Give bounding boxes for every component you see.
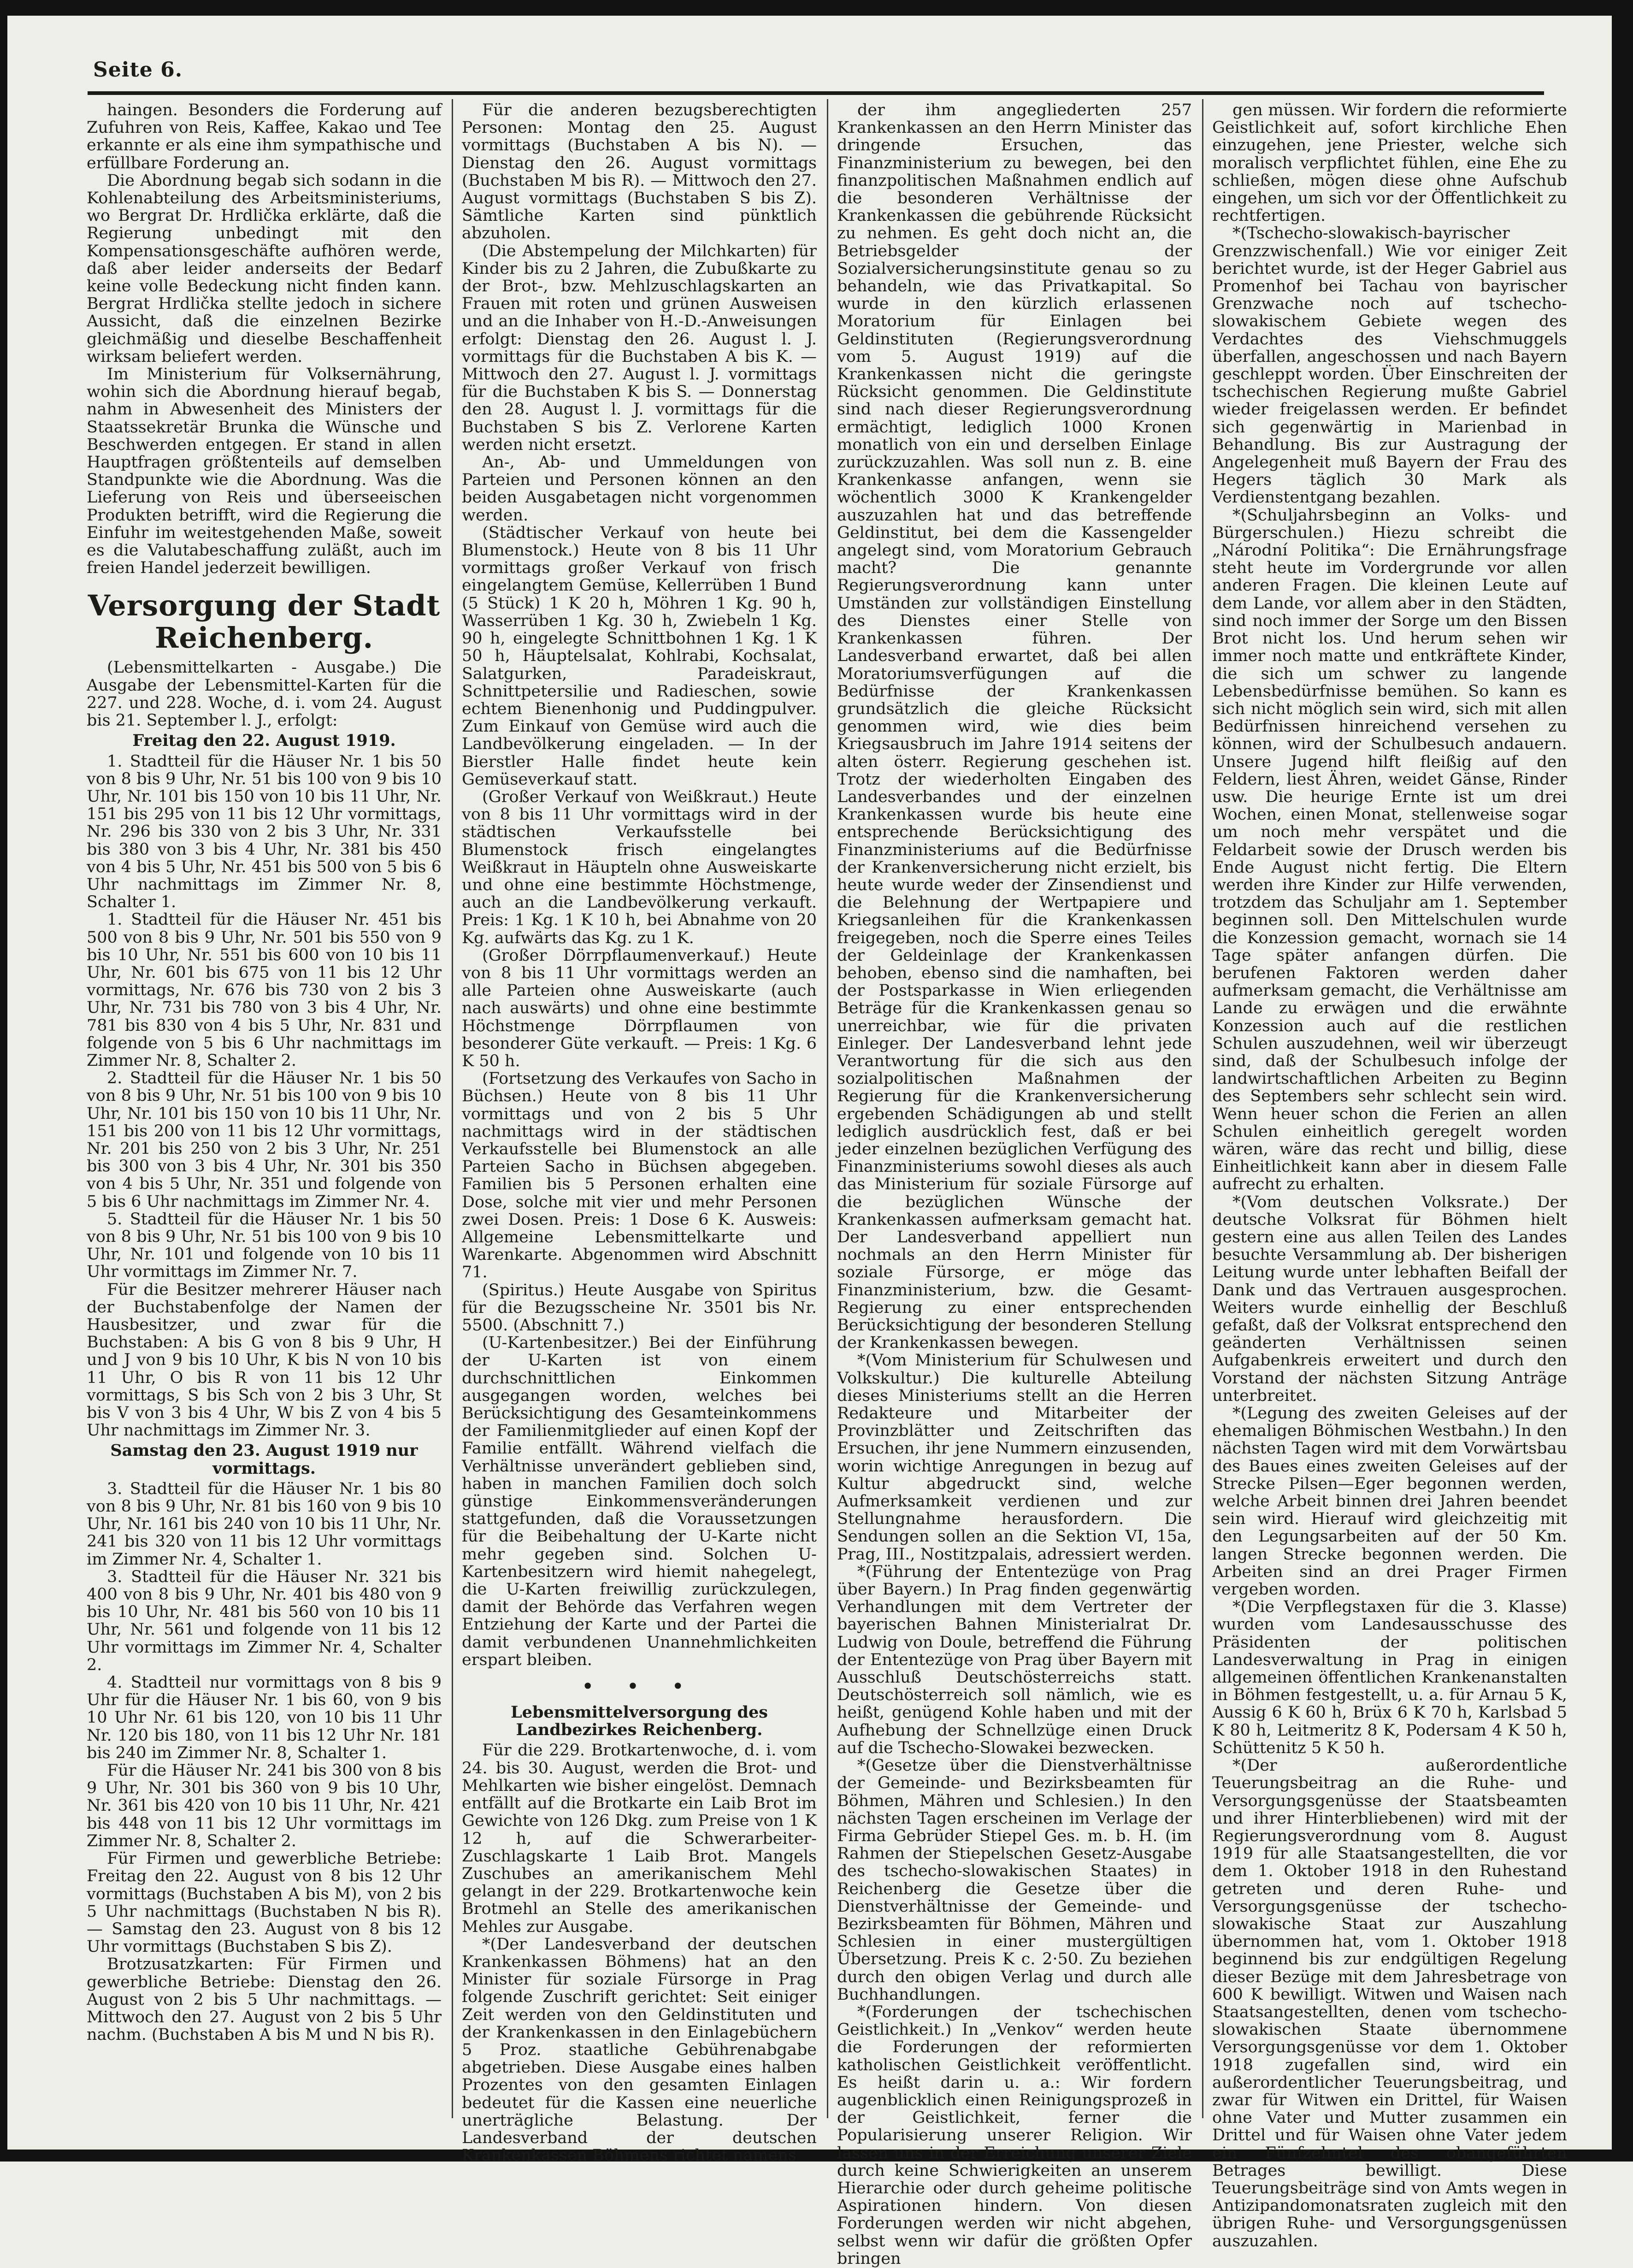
scan-border-left xyxy=(0,0,7,2162)
column-3 xyxy=(837,101,1192,2268)
article-paragraph: (U-Kartenbesitzer.) Bei der Einführung der U-Karten ist von einem durchschnittlichen Einkommen ausgegangen worden, welches bei Berücksichtigung des Gesamteinkommens der Familienmitglieder auf einen Kopf der Familie entfällt. Während vielfach die Verhältnisse unverändert geblieben sind, haben in manchen Familien doch solch günstige Einkommensveränderungen stattgefunden, daß die Voraussetzungen für die Beibehaltung der U-Karte nicht mehr gegeben sind. Solchen U-Kartenbesitzern wird hiemit nahegelegt, die U-Karten freiwillig zurückzulegen, damit der Behörde das Verfahren wegen Entziehung der Karte und der Partei die damit verbundenen Unannehmlichkeiten erspart bleiben. xyxy=(462,1334,817,1669)
article-paragraph: Für die 229. Brotkartenwoche, d. i. vom 24. bis 30. August, werden die Brot- und Mehlkarten wie bisher eingelöst. Demnach entfällt auf die Brotkarte ein Laib Brot im Gewichte von 126 Dkg. zum Preise von 1 K 12 h, auf die Schwerarbeiter-Zuschlagskarte 1 Laib Brot. Mangels Zuschubes an amerikanischem Mehl gelangt in der 229. Brotkartenwoche kein Brotmehl an Stelle des amerikanischen Mehles zur Ausgabe. xyxy=(462,1741,817,1936)
article-paragraph: Für Firmen und gewerbliche Betriebe: Freitag den 22. August von 8 bis 12 Uhr vormittags (Buchstaben A bis M), von 2 bis 5 Uhr nachmittags (Buchstaben N bis R). — Samstag den 23. August von 8 bis 12 Uhr vormittags (Buchstaben S bis Z). xyxy=(87,1849,442,1956)
article-paragraph: Für die Besitzer mehrerer Häuser nach der Buchstabenfolge der Namen der Hausbesitzer, und zwar für die Buchstaben: A bis G von 8 bis 9 Uhr, H und J von 9 bis 10 Uhr, K bis N von 10 bis 11 Uhr, O bis R von 11 bis 12 Uhr vormittags, S bis Sch von 2 bis 3 Uhr, St bis V von 3 bis 4 Uhr, W bis Z von 4 bis 5 Uhr nachmittags im Zimmer Nr. 3. xyxy=(87,1280,442,1440)
article-paragraph: *(Der außerordentliche Teuerungsbeitrag an die Ruhe- und Versorgungsgenüsse der Staatsbeamten und ihrer Hinterbliebenen) wird mit der Regierungsverordnung vom 8. August 1919 für alle Staatsangestellten, die vor dem 1. Oktober 1918 in den Ruhestand getreten und deren Ruhe- und Versorgungsgenüsse der tschecho-slowakische Staat zur Auszahlung übernommen hat, vom 1. Oktober 1918 beginnend bis zur endgültigen Regelung dieser Bezüge mit dem Jahresbetrage von 600 K bewilligt. Witwen und Waisen nach Staatsangestellten, denen vom tschecho-slowakischen Staate übernommene Versorgungsgenüsse vor dem 1. Oktober 1918 zugefallen sind, wird ein außerordentlicher Teuerungsbeitrag, und zwar für Witwen ein Drittel, für Waisen ohne Vater und Mutter zusammen ein Drittel und für Waisen ohne Vater jedem ein Fünfzehntel des obangeführten Betrages bewilligt. Diese Teuerungsbeiträge sind von Amts wegen in Antizipandomonatsraten zugleich mit den übrigen Ruhe- und Versorgungsgenüssen auszuzahlen. xyxy=(1212,1756,1567,2250)
article-paragraph: *(Gesetze über die Dienstverhältnisse der Gemeinde- und Bezirksbeamten für Böhmen, Mähren und Schlesien.) In den nächsten Tagen erscheinen im Verlage der Firma Gebrüder Stiepel Ges. m. b. H. (im Rahmen der Stiepelschen Gesetz-Ausgabe des tschecho-slowakischen Staates) in Reichenberg die Gesetze über die Dienstverhältnisse der Gemeinde- und Bezirksbeamten für Böhmen, Mähren und Schlesien in einer mustergültigen Übersetzung. Preis K c. 2·50. Zu beziehen durch den obigen Verlag und durch alle Buchhandlungen. xyxy=(837,1756,1192,2004)
column-1 xyxy=(87,101,442,2120)
subheading: Freitag den 22. August 1919. xyxy=(132,731,396,750)
article-paragraph: *(Der Landesverband der deutschen Krankenkassen Böhmens) hat an den Minister für soziale Fürsorge in Prag folgende Zuschrift gerichtet: Seit einiger Zeit werden von den Geldinstituten und der Krankenkassen in den Einlagebüchern 5 Proz. staatliche Gebührenabgabe abgetrieben. Diese Ausgabe eines halben Prozentes von den gesamten Einlagen bedeutet für die Kassen eine neuerliche unerträgliche Belastung. Der Landesverband der deutschen Krankenkassen Böhmens richtet namens xyxy=(462,1935,817,2165)
article-paragraph: 5. Stadtteil für die Häuser Nr. 1 bis 50 von 8 bis 9 Uhr, Nr. 51 bis 100 von 9 bis 10 Uhr, Nr. 101 und folgende von 10 bis 11 Uhr vormittags im Zimmer Nr. 7. xyxy=(87,1210,442,1282)
subheading: Samstag den 23. August 1919 nur vormittags. xyxy=(110,1441,418,1478)
article-paragraph: *(Legung des zweiten Geleises auf der ehemaligen Böhmischen Westbahn.) In den nächsten Tagen wird mit dem Vorwärtsbau des Baues eines zweiten Geleises auf der Strecke Pilsen—Eger begonnen werden, welche Arbeit binnen drei Jahren beendet sein wird. Hierauf wird gleichzeitig mit den Legungsarbeiten auf der 50 Km. langen Strecke begonnen werden. Die Arbeiten sind an drei Prager Firmen vergeben worden. xyxy=(1212,1404,1567,1599)
separator-dots: • • • xyxy=(581,1674,697,1699)
article-paragraph: Für die anderen bezugsberechtigten Personen: Montag den 25. August vormittags (Buchstaben A bis N). — Dienstag den 26. August vormittags (Buchstaben M bis R). — Mittwoch den 27. August vormittags (Buchstaben S bis Z). Sämtliche Karten sind pünktlich abzuholen. xyxy=(462,101,817,243)
scan-border-top xyxy=(0,0,1633,16)
page-header xyxy=(88,57,1558,84)
article-paragraph: (Die Abstempelung der Milchkarten) für Kinder bis zu 2 Jahren, die Zubußkarte zu der Brot-, bzw. Mehlzuschlagskarten an Frauen mit roten und grünen Ausweisen und an die Inhaber von H.-D.-Anweisungen erfolgt: Dienstag den 26. August l. J. vormittags für die Buchstaben A bis K. — Mittwoch den 27. August l. J. vormittags für die Buchstaben K bis S. — Donnerstag den 28. August l. J. vormittags für die Buchstaben S bis Z. Verlorene Karten werden nicht ersetzt. xyxy=(462,242,817,454)
article-paragraph: 3. Stadtteil für die Häuser Nr. 1 bis 80 von 8 bis 9 Uhr, Nr. 81 bis 160 von 9 bis 10 Uhr, Nr. 161 bis 240 von 10 bis 11 Uhr, Nr. 241 bis 320 von 11 bis 12 Uhr vormittags im Zimmer Nr. 4, Schalter 1. xyxy=(87,1479,442,1569)
article-paragraph: *(Führung der Ententezüge von Prag über Bayern.) In Prag finden gegenwärtig Verhandlungen mit dem Vertreter der bayerischen Bahnen Ministerialrat Dr. Ludwig von Doule, betreffend die Führung der Ententezüge von Prag über Bayern mit Ausschluß Deutschösterreichs statt. Deutschösterreich soll nämlich, wie es heißt, genügend Kohle haben und mit der Aufhebung der Schnellzüge einen Druck auf die Tschecho-Slowakei bezwecken. xyxy=(837,1562,1192,1757)
column-divider xyxy=(452,99,453,2118)
column-divider xyxy=(827,99,828,2118)
article-paragraph: An-, Ab- und Ummeldungen von Parteien und Personen können an den beiden Ausgabetagen nicht vorgenommen werden. xyxy=(462,453,817,525)
article-paragraph: (Städtischer Verkauf von heute bei Blumenstock.) Heute von 8 bis 11 Uhr vormittags großer Verkauf von frisch eingelangtem Gemüse, Kellerrüben 1 Bund (5 Stück) 1 K 20 h, Möhren 1 Kg. 90 h, Wasserrüben 1 Kg. 30 h, Zwiebeln 1 Kg. 90 h, eingelegte Schnittbohnen 1 Kg. 1 K 50 h, Häuptelsalat, Kohlrabi, Kochsalat, Salatgurken, Paradeiskraut, Schnittpetersilie und Radieschen, sowie echtem Bienenhonig und Puddingpulver. Zum Einkauf von Gemüse wird auch die Landbevölkerung eingeladen. — In der Bierstler Halle findet heute kein Gemüseverkauf statt. xyxy=(462,523,817,789)
article-paragraph: 1. Stadtteil für die Häuser Nr. 451 bis 500 von 8 bis 9 Uhr, Nr. 501 bis 550 von 9 bis 10 Uhr, Nr. 551 bis 600 von 10 bis 11 Uhr, Nr. 601 bis 675 von 11 bis 12 Uhr vormittags, Nr. 676 bis 730 von 2 bis 3 Uhr, Nr. 731 bis 780 von 3 bis 4 Uhr, Nr. 781 bis 830 von 4 bis 5 Uhr, Nr. 831 und folgende von 5 bis 6 Uhr nachmittags im Zimmer Nr. 8, Schalter 2. xyxy=(87,910,442,1070)
article-paragraph: (Fortsetzung des Verkaufes von Sacho in Büchsen.) Heute von 8 bis 11 Uhr vormittags und von 2 bis 5 Uhr nachmittags wird in der städtischen Verkaufsstelle bei Blumenstock an alle Parteien Sacho in Büchsen abgegeben. Familien bis 5 Personen erhalten eine Dose, solche mit vier und mehr Personen zwei Dosen. Preis: 1 Dose 6 K. Ausweis: Allgemeine Lebensmittelkarte und Warenkarte. Abgenommen wird Abschnitt 71. xyxy=(462,1069,817,1282)
article-paragraph: Für die Häuser Nr. 241 bis 300 von 8 bis 9 Uhr, Nr. 301 bis 360 von 9 bis 10 Uhr, Nr. 361 bis 420 von 10 bis 11 Uhr, Nr. 421 bis 448 von 11 bis 12 Uhr vormittags im Zimmer Nr. 8, Schalter 2. xyxy=(87,1761,442,1850)
column-2 xyxy=(462,101,817,2165)
article-paragraph: gen müssen. Wir fordern die reformierte Geistlichkeit auf, sofort kirchliche Ehen einzugehen, jene Priester, welche sich moralisch verpflichtet fühlen, eine Ehe zu schließen, mögen diese ohne Aufschub eingehen, um sich vor der Öffentlichkeit zu rechtfertigen. xyxy=(1212,101,1567,225)
header-rule xyxy=(88,91,1544,95)
article-paragraph: 2. Stadtteil für die Häuser Nr. 1 bis 50 von 8 bis 9 Uhr, Nr. 51 bis 100 von 9 bis 10 Uhr, Nr. 101 bis 150 von 10 bis 11 Uhr, Nr. 151 bis 200 von 11 bis 12 Uhr vormittags, Nr. 201 bis 250 von 2 bis 3 Uhr, Nr. 251 bis 300 von 3 bis 4 Uhr, Nr. 301 bis 350 von 4 bis 5 Uhr, Nr. 351 und folgende von 5 bis 6 Uhr nachmittags im Zimmer Nr. 4. xyxy=(87,1069,442,1211)
article-paragraph: haingen. Besonders die Forderung auf Zufuhren von Reis, Kaffee, Kakao und Tee erkannte er als eine ihm sympathische und erfüllbare Forderung an. xyxy=(87,101,442,172)
article-paragraph: (Spiritus.) Heute Ausgabe von Spiritus für die Bezugsscheine Nr. 3501 bis Nr. 5500. (Abschnitt 7.) xyxy=(462,1281,817,1335)
scan-border-right xyxy=(1612,0,1633,2162)
column-divider xyxy=(1202,99,1203,2118)
article-paragraph: Im Ministerium für Volksernährung, wohin sich die Abordnung hierauf begab, nahm in Abwesenheit des Ministers der Staatssekretär Brunka die Wünsche und Beschwerden entgegen. Er stand in allen Hauptfragen größtenteils auf demselben Standpunkte wie die Abordnung. Was die Lieferung von Reis und überseeischen Produkten betrifft, wird die Regierung die Einfuhr im weitestgehenden Maße, soweit es die Valutabeschaffung zuläßt, auch im freien Handel jederzeit bewilligen. xyxy=(87,365,442,578)
article-paragraph: *(Vom deutschen Volksrate.) Der deutsche Volksrat für Böhmen hielt gestern eine aus allen Teilen des Landes besuchte Versammlung ab. Der bisherigen Leitung wurde unter lebhaften Beifall der Dank und das Vertrauen ausgesprochen. Weiters wurde einhellig der Beschluß gefaßt, daß der Volksrat entsprechend den geänderten Verhältnissen seinen Aufgabenkreis erweitert und durch den Vorstand der nächsten Sitzung Anträge unterbreitet. xyxy=(1212,1193,1567,1405)
page-number: Seite 6. xyxy=(93,58,183,82)
column-4 xyxy=(1212,101,1567,2250)
article-paragraph: (Lebensmittelkarten - Ausgabe.) Die Ausgabe der Lebensmittel-Karten für die 227. und 228. Woche, d. i. vom 24. August bis 21. September l. J., erfolgt: xyxy=(87,658,442,730)
article-paragraph: Brotzusatzkarten: Für Firmen und gewerbliche Betriebe: Dienstag den 26. August von 2 bis 5 Uhr nachmittags. — Mittwoch den 27. August von 2 bis 5 Uhr nachm. (Buchstaben A bis M und N bis R). xyxy=(87,1955,442,2044)
article-paragraph: (Großer Verkauf von Weißkraut.) Heute von 8 bis 11 Uhr vormittags wird in der städtischen Verkaufsstelle bei Blumenstock frisch eingelangtes Weißkraut in Häupteln ohne Ausweiskarte und ohne eine bestimmte Höchstmenge, auch an die Landbevölkerung verkauft. Preis: 1 Kg. 1 K 10 h, bei Abnahme von 20 Kg. aufwärts das Kg. zu 1 K. xyxy=(462,787,817,947)
article-paragraph: *(Forderungen der tschechischen Geistlichkeit.) In „Venkov“ werden heute die Forderungen der reformierten katholischen Geistlichkeit veröffentlicht. Es heißt darin u. a.: Wir fordern augenblicklich einen Reinigungsprozeß in der Geistlichkeit, ferner die Popularisierung unserer Religion. Wir lassen uns in der Erreichung unserer Ziele durch keine Schwierigkeiten an unserem Hierarchie oder durch geheime politische Aspirationen hindern. Von diesen Forderungen werden wir nicht abgehen, selbst wenn wir dafür die größten Opfer bringen xyxy=(837,2002,1192,2268)
article-paragraph: *(Vom Ministerium für Schulwesen und Volkskultur.) Die kulturelle Abteilung dieses Ministeriums stellt an die Herren Redakteure und Mitarbeiter der Provinzblätter und Zeitschriften das Ersuchen, ihr jene Nummern einzusenden, worin wichtige Anregungen in bezug auf Kultur abgedruckt sind, welche Aufmerksamkeit verdienen und zur Stellungnahme herausfordern. Die Sendungen sollen an die Sektion VI, 15a, Prag, III., Nostitzpalais, adressiert werden. xyxy=(837,1351,1192,1564)
article-paragraph: Die Abordnung begab sich sodann in die Kohlenabteilung des Arbeitsministeriums, wo Bergrat Dr. Hrdlička erklärte, daß die Regierung unbedingt mit den Kompensationsgeschäfte aufhören werde, daß aber leider anderseits der Bedarf keine volle Bedeckung nicht finden kann. Bergrat Hrdlička stellte jedoch in sichere Aussicht, daß die einzelnen Bezirke gleichmäßig und dieselbe Beschaffenheit wirksam beliefert werden. xyxy=(87,171,442,366)
section-heading: Versorgung der Stadt Reichenberg. xyxy=(88,589,441,655)
article-paragraph: *(Schuljahrsbeginn an Volks- und Bürgerschulen.) Hiezu schreibt die „Národní Politika“: Die Ernährungsfrage steht heute im Vordergrunde vor allen anderen Fragen. Die kleinen Leute auf dem Lande, vor allem aber in den Städten, sind noch immer der Sorge um den Bissen Brot nicht los. Und herum sehen wir immer noch matte und entkräftete Kinder, die sich um schwer zu langende Lebensbedürfnisse bemühen. So kann es sich nicht möglich sein wird, sich mit allen Bedürfnissen hinreichend versehen zu können, wird der Schulbesuch andauern. Unsere Jugend hilft fleißig auf den Feldern, liest Ähren, weidet Gänse, Rinder usw. Die heurige Ernte ist um drei Wochen, einen Monat, stellenweise sogar um noch mehr verspätet und die Feldarbeit sowie der Drusch werden bis Ende August nicht fertig. Die Eltern werden ihre Kinder zur Hilfe verwenden, trotzdem das Schuljahr am 1. September beginnen soll. Den Mittelschulen wurde die Konzession gemacht, wornach sie 14 Tage später anfangen dürfen. Die berufenen Faktoren werden daher aufmerksam gemacht, die Verhältnisse am Lande zu erwägen und die erwähnte Konzession auch auf die restlichen Schulen auszudehnen, weil wir überzeugt sind, daß der Schulbesuch infolge der landwirtschaftlichen Arbeiten zu Beginn des Septembers sehr schlecht sein wird. Wenn heuer schon die Ferien an allen Schulen einheitlich geregelt worden wären, wäre das recht und billig, diese Einheitlichkeit kann aber in diesem Falle aufrecht zu erhalten. xyxy=(1212,506,1567,1194)
article-paragraph: *(Tschecho-slowakisch-bayrischer Grenzzwischenfall.) Wie vor einiger Zeit berichtet wurde, ist der Heger Gabriel aus Promenhof bei Tachau von bayrischer Grenzwache noch auf tschecho-slowakischem Gebiete wegen des Verdachtes des Viehschmuggels überfallen, angeschossen und nach Bayern geschleppt worden. Über Einschreiten der tschechischen Regierung mußte Gabriel wieder freigelassen werden. Er befindet sich gegenwärtig in Marienbad in Behandlung. Bis zur Austragung der Angelegenheit muß Bayern der Frau des Hegers täglich 30 Mark als Verdienstentgang bezahlen. xyxy=(1212,224,1567,507)
article-paragraph: (Großer Dörrpflaumenverkauf.) Heute von 8 bis 11 Uhr vormittags werden an alle Parteien ohne Ausweiskarte (auch nach auswärts) und ohne eine bestimmte Höchstmenge Dörrpflaumen von besonderer Güte verkauft. — Preis: 1 Kg. 6 K 50 h. xyxy=(462,946,817,1070)
article-paragraph: 4. Stadtteil nur vormittags von 8 bis 9 Uhr für die Häuser Nr. 1 bis 60, von 9 bis 10 Uhr Nr. 61 bis 120, von 10 bis 11 Uhr Nr. 120 bis 180, von 11 bis 12 Uhr Nr. 181 bis 240 im Zimmer Nr. 8, Schalter 1. xyxy=(87,1673,442,1762)
article-paragraph: 3. Stadtteil für die Häuser Nr. 321 bis 400 von 8 bis 9 Uhr, Nr. 401 bis 480 von 9 bis 10 Uhr, Nr. 481 bis 560 von 10 bis 11 Uhr, Nr. 561 und folgende von 11 bis 12 Uhr vormittags im Zimmer Nr. 4, Schalter 2. xyxy=(87,1567,442,1674)
article-paragraph: *(Die Verpflegstaxen für die 3. Klasse) wurden vom Landesausschusse des Präsidenten der politischen Landesverwaltung in Prag in einigen allgemeinen öffentlichen Krankenanstalten in Böhmen festgestellt, u. a. für Arnau 5 K, Aussig 6 K 60 h, Brüx 6 K 70 h, Karlsbad 5 K 80 h, Leitmeritz 8 K, Podersam 4 K 50 h, Schüttenitz 5 K 50 h. xyxy=(1212,1598,1567,1757)
article-paragraph: 1. Stadtteil für die Häuser Nr. 1 bis 50 von 8 bis 9 Uhr, Nr. 51 bis 100 von 9 bis 10 Uhr, Nr. 101 bis 150 von 10 bis 11 Uhr, Nr. 151 bis 295 von 11 bis 12 Uhr vormittags, Nr. 296 bis 330 von 2 bis 3 Uhr, Nr. 331 bis 380 von 3 bis 4 Uhr, Nr. 381 bis 450 von 4 bis 5 Uhr, Nr. 451 bis 500 von 5 bis 6 Uhr nachmittags im Zimmer Nr. 8, Schalter 1. xyxy=(87,752,442,912)
article-paragraph: der ihm angegliederten 257 Krankenkassen an den Herrn Minister das dringende Ersuchen, das Finanzministerium zu bewegen, bei den finanzpolitischen Maßnahmen endlich auf die besonderen Verhältnisse der Krankenkassen die gebührende Rücksicht zu nehmen. Es geht doch nicht an, die Betriebsgelder der Sozialversicherungsinstitute genau so zu behandeln, wie das Privatkapital. So wurde in den kürzlich erlassenen Moratorium für Einlagen bei Geldinstituten (Regierungsverordnung vom 5. August 1919) auf die Krankenkassen nicht die geringste Rücksicht genommen. Die Geldinstitute sind nach dieser Regierungsverordnung ermächtigt, lediglich 1000 Kronen monatlich von ein und derselben Einlage zurückzuzahlen. Was soll nun z. B. eine Krankenkasse anfangen, wenn sie wöchentlich 3000 K Krankengelder auszuzahlen hat und das betreffende Geldinstitut, bei dem die Kassengelder angelegt sind, vom Moratorium Gebrauch macht? Die genannte Regierungsverordnung kann unter Umständen zur vollständigen Einstellung des Dienstes einer Stelle von Krankenkassen führen. Der Landesverband erwartet, daß bei allen Moratoriumsverfügungen auf die Bedürfnisse der Krankenkassen grundsätzlich die gleiche Rücksicht genommen wird, wie dies beim Kriegsausbruch im Jahre 1914 seitens der alten österr. Regierung geschehen ist. Trotz der wiederholten Eingaben des Landesverbandes und der einzelnen Krankenkassen wurde bis heute eine entsprechende Berücksichtigung des Finanzministeriums auf die Bedürfnisse der Krankenversicherung nicht erzielt, bis heute wurde weder der Zinsendienst und die Belehnung der Wertpapiere und Kriegsanleihen für die Krankenkassen freigegeben, noch die Sperre eines Teiles der Geldeinlage der Krankenkassen behoben, ebenso sind die namhaften, bei der Postsparkasse in Wien erliegenden Beträge für die Krankenkassen genau so unerreichbar, wie für die privaten Einleger. Der Landesverband lehnt jede Verantwortung für die sich aus den sozialpolitischen Maßnahmen der Regierung für die Krankenversicherung ergebenden Schädigungen ab und stellt lediglich ausdrücklich fest, daß er bei jeder einzelnen bezüglichen Verfügung des Finanzministeriums sowohl dieses als auch das Ministerium für soziale Fürsorge auf die bezüglichen Wünsche der Krankenkassen aufmerksam gemacht hat. Der Landesverband appelliert nun nochmals an den Herrn Minister für soziale Fürsorge, er möge das Finanzministerium, bzw. die Gesamt-Regierung zu einer entsprechenden Berücksichtigung der besonderen Stellung der Krankenkassen bewegen. xyxy=(837,101,1192,1353)
subheading: Lebensmittelversorgung des Landbezirkes Reichenberg. xyxy=(510,1703,768,1740)
